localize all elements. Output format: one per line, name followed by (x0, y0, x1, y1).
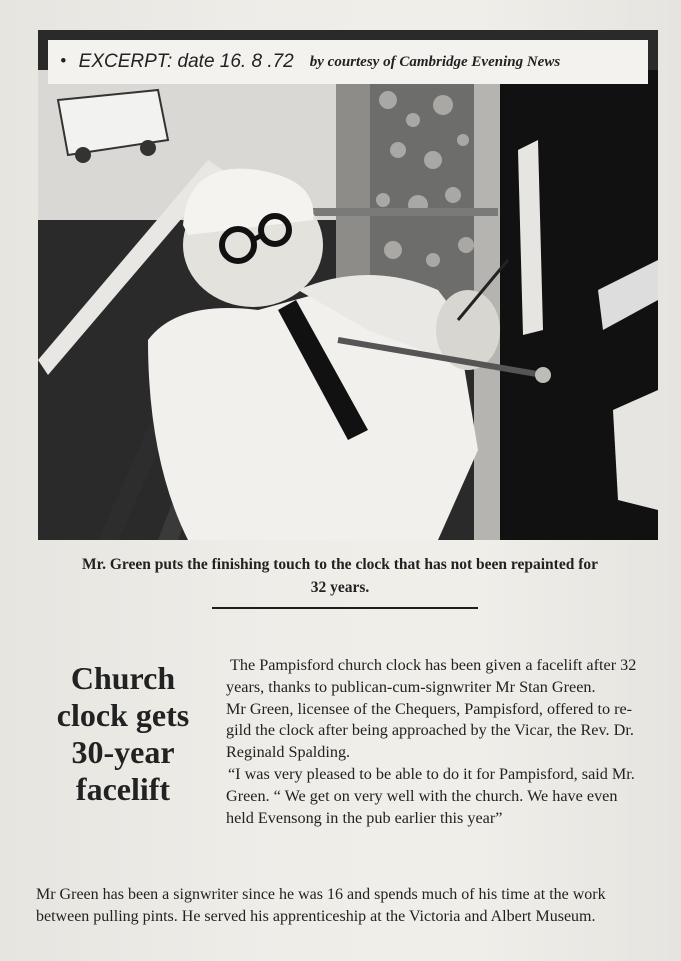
article-closing-paragraph: Mr Green has been a signwriter since he was 16 and spends much of his time at the work between pulling pints. He served his apprenticeship at the Victoria and Albert Museum. (36, 886, 606, 925)
photo-mr-green-painting-clock (38, 30, 658, 540)
courtesy-credit: by courtesy of Cambridge Evening News (309, 53, 561, 70)
excerpt-banner (48, 40, 648, 84)
article-paragraph: “I was very pleased to be able to do it for Pampisford, said Mr. Green. “ We get on very well with the church. We have even held Evensong in the pub earlier this year” (226, 764, 635, 827)
article-paragraph: The Pampisford church clock has been given a facelift after 32 years, thanks to publican-cum-signwriter Mr Stan Green. (226, 656, 637, 696)
photo-caption: Mr. Green puts the finishing touch to the clock that has not been repainted for 32 years. (82, 556, 598, 596)
banner-bullet: • (60, 51, 67, 72)
excerpt-date: EXCERPT: date 16. 8 .72 (78, 51, 294, 72)
article-headline: Church clock gets 30-year facelift (56, 660, 190, 807)
newspaper-photo (38, 30, 658, 540)
article-paragraph: Mr Green, licensee of the Chequers, Pampisford, offered to re-gild the clock after being approached by the Vicar, the Rev. Dr. Reginald Spalding. (226, 699, 634, 762)
article-body (226, 655, 646, 829)
divider-rule (212, 607, 478, 609)
